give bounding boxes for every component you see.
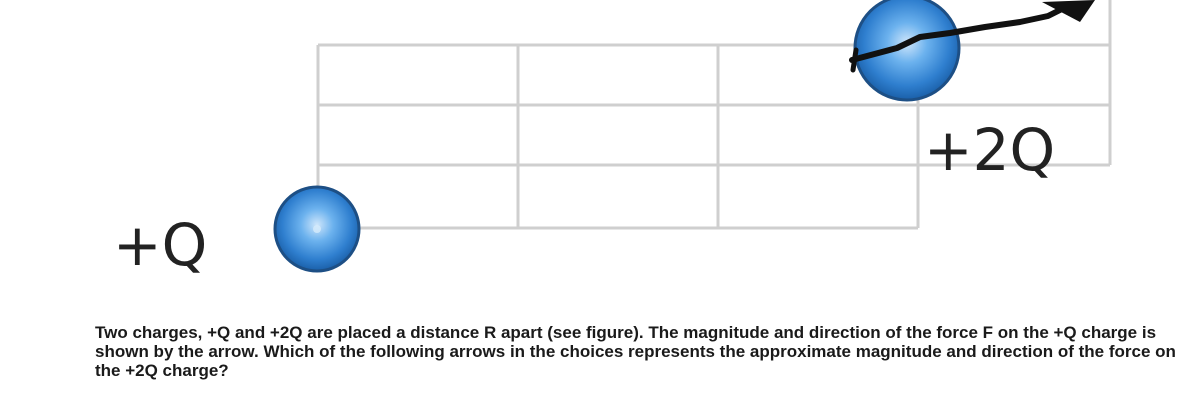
- force-arrowhead: [1042, 0, 1095, 22]
- charge-large-label: +2Q: [924, 116, 1056, 184]
- charge-small: [113, 187, 359, 279]
- question-text: Two charges, +Q and +2Q are placed a distance R apart (see figure). The magnitude and direction of the force F on the +Q charge is shown by the arrow. Which of the following arrows in the choices represents the approximate magnitude and direction of the force on the +2Q charge?: [95, 323, 1176, 380]
- grid-lower: [318, 45, 918, 228]
- charge-large-sphere: [855, 0, 959, 100]
- charge-large: [855, 0, 1055, 184]
- charge-small-label: +Q: [113, 211, 208, 279]
